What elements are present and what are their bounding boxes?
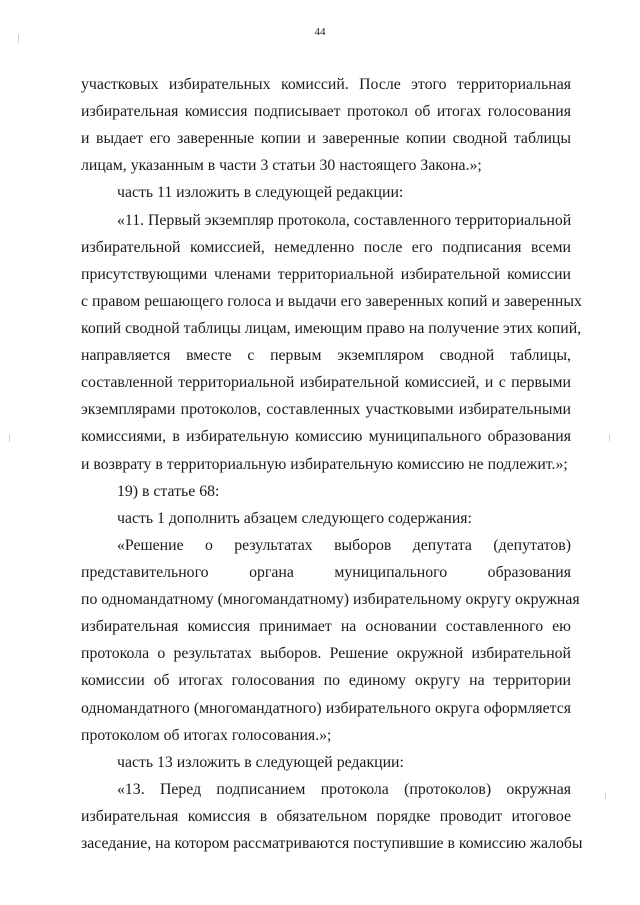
scan-mark bbox=[609, 434, 610, 441]
text-line: с правом решающего голоса и выдачи его заверенных копий и заверенных bbox=[81, 292, 582, 310]
text-line: часть 11 изложить в следующей редакции: bbox=[117, 184, 404, 202]
text-line: и выдает его заверенные копии и заверенные копии сводной таблицы bbox=[81, 130, 571, 148]
scan-mark bbox=[9, 434, 10, 442]
text-line: 19) в статье 68: bbox=[117, 482, 220, 500]
text-line: экземплярами протоколов, составленных участковыми избирательными bbox=[81, 401, 571, 419]
text-line: заседание, на котором рассматриваются поступившие в комиссию жалобы bbox=[81, 835, 583, 853]
text-line: избирательной комиссией, немедленно после его подписания всеми bbox=[81, 238, 571, 256]
page-number: 44 bbox=[314, 26, 326, 38]
text-line: и возврату в территориальную избирательную комиссию не подлежит.»; bbox=[81, 455, 568, 473]
text-line: избирательная комиссия подписывает протокол об итогах голосования bbox=[81, 103, 571, 121]
body-text bbox=[81, 71, 583, 857]
scan-mark bbox=[605, 793, 606, 799]
text-line: часть 13 изложить в следующей редакции: bbox=[117, 753, 404, 771]
text-line: комиссии об итогах голосования по единому округу на территории bbox=[81, 672, 571, 690]
text-line: «Решение о результатах выборов депутата (депутатов) bbox=[117, 536, 571, 554]
text-line: присутствующими членами территориальной избирательной комиссии bbox=[81, 265, 571, 283]
text-line: комиссиями, в избирательную комиссию муниципального образования bbox=[81, 428, 571, 446]
text-line: по одномандатному (многомандатному) избирательному округу окружная bbox=[81, 591, 580, 609]
text-line: одномандатного (многомандатного) избирательного округа оформляется bbox=[81, 699, 571, 717]
text-line: часть 1 дополнить абзацем следующего содержания: bbox=[117, 509, 472, 527]
text-line: избирательная комиссия в обязательном порядке проводит итоговое bbox=[81, 807, 571, 825]
text-line: избирательная комиссия принимает на основании составленного ею bbox=[81, 618, 571, 636]
text-line: лицам, указанным в части 3 статьи 30 настоящего Закона.»; bbox=[81, 157, 482, 175]
text-line: представительного органа муниципального образования bbox=[81, 563, 571, 581]
text-line: «13. Перед подписанием протокола (протоколов) окружная bbox=[117, 780, 571, 798]
text-line: копий сводной таблицы лицам, имеющим право на получение этих копий, bbox=[81, 319, 582, 337]
text-line: составленной территориальной избирательной комиссией, и с первыми bbox=[81, 374, 571, 392]
text-line: участковых избирательных комиссий. После этого территориальная bbox=[81, 76, 571, 93]
text-line: протокола о результатах выборов. Решение окружной избирательной bbox=[81, 645, 571, 663]
text-line: направляется вместе с первым экземпляром сводной таблицы, bbox=[81, 347, 571, 365]
text-line: «11. Первый экземпляр протокола, составленного территориальной bbox=[117, 211, 572, 229]
text-line: протоколом об итогах голосования.»; bbox=[81, 726, 332, 744]
